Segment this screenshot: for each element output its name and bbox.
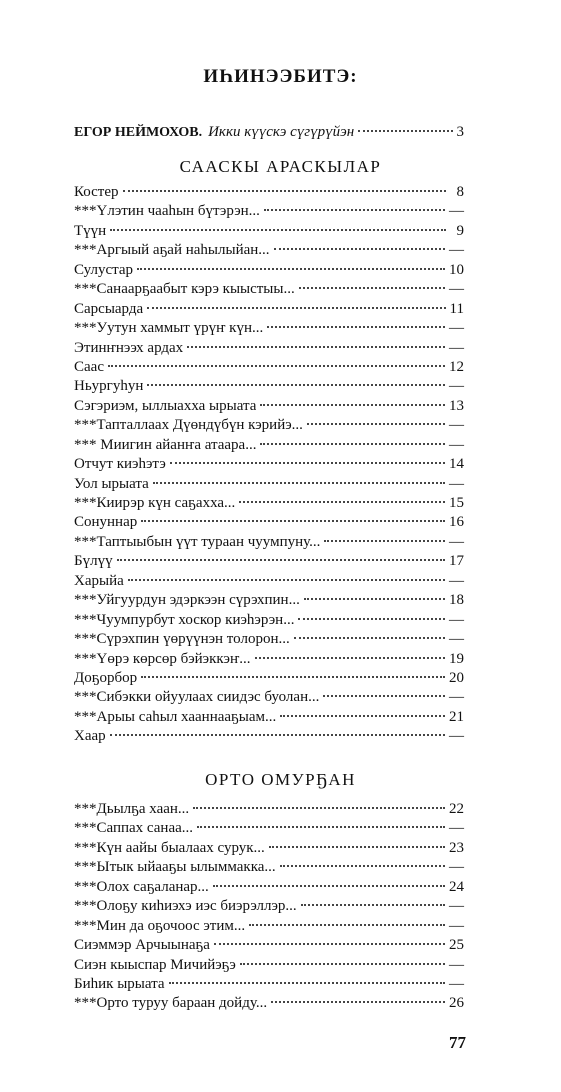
entry-page: 20 — [449, 669, 464, 686]
entry-title: ***Дьылҕа хаан... — [74, 801, 190, 817]
entry-title: ***Үлэтин чааһын бүтэрэн... — [74, 203, 260, 220]
dot-leader — [110, 229, 446, 231]
entry-title: Харыйа — [74, 572, 124, 589]
dot-leader — [260, 404, 445, 406]
entry-title: ***Олох саҕаланар... — [74, 878, 209, 895]
entry-page: — — [449, 436, 464, 453]
entry-title: Отчут киэһэтэ — [74, 456, 166, 473]
section-heading-saasky-araskylar: СААСКЫ АРАСКЫЛАР — [179, 157, 382, 176]
entry-page: — — [449, 956, 464, 973]
entry-page: — — [449, 339, 464, 356]
entry-title: Сонуннар — [74, 514, 138, 531]
toc-list-orto-omurgan — [74, 800, 464, 1014]
dot-leader — [193, 807, 445, 809]
dot-leader — [197, 826, 445, 828]
entry-page: 15 — [449, 495, 464, 511]
dot-leader — [110, 734, 445, 736]
toc-entry — [74, 630, 464, 649]
dot-leader — [271, 1001, 445, 1003]
toc-entry — [74, 202, 464, 221]
page-title: ИҺИНЭЭБИТЭ: — [203, 66, 358, 87]
toc-entry — [74, 358, 464, 377]
entry-title: Костер — [74, 184, 119, 200]
toc-entry — [74, 878, 464, 897]
entry-title: ***Күн аайы быалаах сурук... — [74, 839, 265, 856]
entry-page: — — [449, 631, 464, 648]
toc-entry — [74, 377, 464, 396]
toc-entry — [74, 994, 464, 1013]
dot-leader — [137, 268, 445, 270]
dot-leader — [141, 520, 445, 522]
toc-entry — [74, 688, 464, 707]
dot-leader — [280, 865, 445, 867]
entry-page: — — [449, 917, 464, 934]
entry-title: Саас — [74, 358, 104, 375]
entry-page: — — [449, 572, 464, 589]
dot-leader — [153, 482, 445, 484]
entry-title: ***Мин да оҕочоос этим... — [74, 917, 246, 934]
entry-title: ***Орто туруу бараан дойду... — [74, 995, 268, 1012]
toc-entry — [74, 611, 464, 630]
entry-title: Түүн — [74, 222, 107, 239]
toc-entry — [74, 936, 464, 955]
toc-entry — [74, 436, 464, 455]
toc-entry — [74, 956, 464, 975]
toc-entry — [74, 183, 464, 202]
toc-entry — [74, 533, 464, 552]
dot-leader — [264, 209, 445, 211]
entry-page: 19 — [449, 650, 464, 667]
toc-entry — [74, 819, 464, 838]
entry-page: 26 — [449, 995, 464, 1012]
dot-leader — [213, 885, 445, 887]
toc-entry — [74, 475, 464, 494]
entry-page: 11 — [449, 300, 464, 317]
dot-leader — [255, 657, 445, 659]
page-number: 77 — [449, 1033, 466, 1052]
entry-page: 18 — [449, 592, 464, 609]
toc-entry — [74, 727, 464, 746]
entry-page: — — [449, 820, 464, 837]
entry-page: 3 — [456, 124, 464, 140]
entry-title: ***Санаарҕаабыт кэрэ кыыстыы... — [74, 281, 295, 298]
entry-page: — — [449, 689, 464, 706]
entry-title: ***Уутун хаммыт үрүҥ күн... — [74, 320, 264, 337]
toc-entry — [74, 513, 464, 532]
dot-leader — [128, 579, 445, 581]
dot-leader — [147, 307, 445, 309]
entry-page: — — [449, 975, 464, 992]
dot-leader — [239, 501, 445, 503]
entry-title: ***Сибэкки ойуулаах сиидэс буолан... — [74, 689, 320, 706]
entry-page: 14 — [449, 456, 464, 473]
entry-page: — — [449, 417, 464, 434]
entry-page: — — [449, 611, 464, 628]
toc-entry — [74, 975, 464, 994]
entry-title: ***Киирэр күн саҕахха... — [74, 495, 236, 511]
toc-entry — [74, 839, 464, 858]
entry-title: ***Олоҕу киһиэхэ иэс биэрэллэр... — [74, 898, 297, 915]
entry-page: — — [449, 533, 464, 550]
toc-entry — [74, 416, 464, 435]
entry-page: 22 — [449, 801, 464, 817]
toc-entry — [74, 241, 464, 260]
entry-title: *** Миигин айанҥа атаара... — [74, 436, 257, 453]
author-entry — [74, 124, 464, 146]
entry-title: Сиэн кыыспар Мичийэҕэ — [74, 956, 236, 973]
toc-entry — [74, 339, 464, 358]
author-name: ЕГОР НЕЙМОХОВ. — [74, 125, 203, 140]
entry-page: 16 — [449, 514, 464, 531]
dot-leader — [147, 384, 445, 386]
entry-title: ***Чуумпурбут хоскор киэһэрэн... — [74, 611, 295, 628]
dot-leader — [323, 695, 445, 697]
entry-page: 17 — [449, 553, 464, 570]
entry-title: ***Аргыый аҕай наһылыйан... — [74, 242, 270, 259]
toc-entry — [74, 591, 464, 610]
toc-list-saasky-araskylar — [74, 183, 464, 747]
entry-title: Доҕорбор — [74, 669, 138, 686]
toc-entry — [74, 858, 464, 877]
entry-title: Сэгэриэм, ыллыахха ырыата — [74, 397, 257, 414]
dot-leader — [304, 598, 445, 600]
entry-page: 23 — [449, 839, 464, 856]
entry-title: Уол ырыата — [74, 475, 149, 492]
entry-page: — — [449, 242, 464, 259]
entry-page: 9 — [456, 222, 464, 239]
entry-page: 8 — [456, 184, 464, 200]
dot-leader — [294, 637, 445, 639]
toc-entry — [74, 319, 464, 338]
dot-leader — [299, 287, 445, 289]
dot-leader — [170, 462, 445, 464]
entry-title: ***Арыы саһыл хааннааҕыам... — [74, 708, 277, 725]
toc-entry — [74, 280, 464, 299]
entry-title: Ньургуһун — [74, 378, 144, 395]
entry-page: — — [449, 898, 464, 915]
entry-page: — — [449, 728, 464, 745]
entry-title: Сарсыарда — [74, 300, 144, 317]
entry-page: — — [449, 859, 464, 876]
entry-title: ***Тапталлаах Дүөндүбүн кэрийэ... — [74, 417, 303, 434]
toc-entry — [74, 455, 464, 474]
dot-leader — [240, 963, 445, 965]
toc-entry — [74, 300, 464, 319]
entry-title: ***Сүрэхпин үөрүүнэн толорон... — [74, 631, 290, 648]
entry-title: Сиэммэр Арчыынаҕа — [74, 937, 210, 954]
entry-page: 13 — [449, 397, 464, 414]
dot-leader — [123, 190, 446, 192]
toc-entry — [74, 897, 464, 916]
toc-entry — [74, 397, 464, 416]
section-heading-orto-omurgan: ОРТО ОМУРҔАН — [205, 770, 356, 789]
dot-leader — [301, 904, 445, 906]
entry-page: — — [449, 203, 464, 220]
entry-page: 25 — [449, 937, 464, 954]
dot-leader — [187, 346, 445, 348]
entry-page: 10 — [449, 261, 464, 278]
entry-title: ***Таптыыбын үүт тураан чуумпуну... — [74, 533, 321, 550]
entry-title: Сулустар — [74, 261, 134, 278]
entry-page: 24 — [449, 878, 464, 895]
dot-leader — [169, 982, 445, 984]
dot-leader — [298, 618, 445, 620]
entry-title: Бүлүү — [74, 553, 113, 570]
dot-leader — [249, 924, 445, 926]
dot-leader — [108, 365, 445, 367]
dot-leader — [214, 943, 445, 945]
toc-entry — [74, 494, 464, 513]
toc-entry — [74, 917, 464, 936]
toc-entry — [74, 572, 464, 591]
toc-entry — [74, 222, 464, 241]
dot-leader — [117, 559, 445, 561]
entry-page: — — [449, 378, 464, 395]
entry-title: Биһик ырыата — [74, 975, 165, 992]
dot-leader — [280, 715, 445, 717]
entry-page: — — [449, 281, 464, 298]
entry-page: — — [449, 475, 464, 492]
entry-page: 21 — [449, 708, 464, 725]
dot-leader — [307, 423, 445, 425]
entry-title: ***Ытык ыйааҕы ылыммакка... — [74, 859, 276, 876]
entry-page: — — [449, 320, 464, 337]
dot-leader — [269, 846, 445, 848]
dot-leader — [267, 326, 445, 328]
toc-entry — [74, 552, 464, 571]
entry-title: ***Үөрэ көрсөр бэйэккэҥ... — [74, 650, 251, 667]
dot-leader — [274, 248, 445, 250]
entry-title: ***Уйгуурдун эдэркээн сүрэхпин... — [74, 592, 300, 609]
dot-leader — [324, 540, 445, 542]
toc-entry — [74, 650, 464, 669]
toc-entry — [74, 669, 464, 688]
work-title: Икки күүскэ сүгүрүйэн — [208, 124, 355, 140]
dot-leader — [358, 130, 452, 132]
dot-leader — [141, 676, 445, 678]
toc-entry — [74, 708, 464, 727]
toc-entry — [74, 800, 464, 819]
entry-title: ***Саппах санаа... — [74, 820, 194, 837]
entry-title: Хаар — [74, 728, 106, 745]
dot-leader — [260, 443, 445, 445]
entry-page: 12 — [449, 358, 464, 375]
entry-title: Этинҥнээх ардах — [74, 339, 184, 356]
toc-entry — [74, 261, 464, 280]
